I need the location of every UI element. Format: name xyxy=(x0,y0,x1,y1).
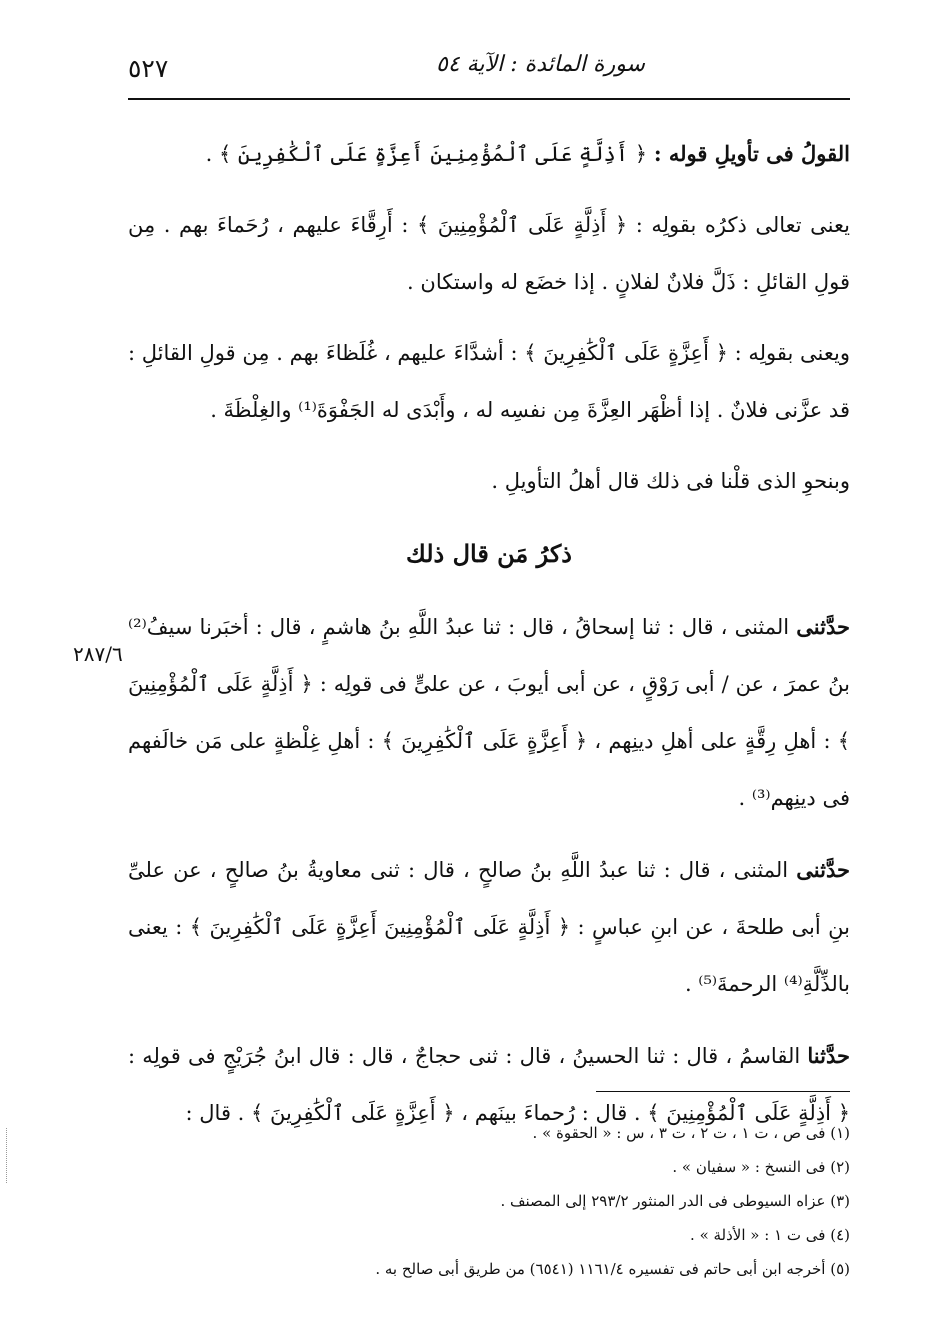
footnote-4: (٤) فى ت ١ : « الأذلة » . xyxy=(690,1226,850,1244)
hadith-paragraph-1 xyxy=(128,598,850,827)
hadith-3-text: القاسمُ ، قال : ثنا الحسينُ ، قال : ثنى حجاجٌ ، قال : قال ابنُ جُرَيْجٍ فى قولِه : ﴿ أَذِلَّةٍ عَلَى ٱلْمُؤْمِنِينَ ﴾ . قال : رُحماءَ بينَهم ، ﴿ أَعِزَّةٍ عَلَى ٱلْكَٰفِرِينَ ﴾ . قال : xyxy=(128,1044,850,1125)
footnote-1: (١) فى ص ، ت ١ ، ت ٢ ، ت ٣ ، س : « الحقوة » . xyxy=(532,1124,850,1142)
hadith-3-lead: حدَّثنا xyxy=(807,1043,850,1068)
footnotes xyxy=(128,1116,850,1286)
header-rule xyxy=(128,98,850,100)
footnote-2: (٢) فى النسخ : « سفيان » . xyxy=(672,1158,850,1176)
footnote-3: (٣) عزاه السيوطى فى الدر المنثور ٢٩٣/٢ إلى المصنف . xyxy=(500,1192,850,1210)
scan-mark xyxy=(6,1128,9,1183)
interpretation-heading-verse: ﴿ أَذِلَّةٍ عَلَى ٱلْمُؤْمِنِينَ أَعِزَّةٍ عَلَى ٱلْكَٰفِرِينَ ﴾ . xyxy=(205,142,648,166)
section-title: ذكرُ مَن قال ذلك xyxy=(406,539,572,568)
interpretation-heading-lead: القولُ فى تأويلِ قوله : xyxy=(653,141,850,166)
margin-reference: ٢٨٧/٦ xyxy=(73,642,123,666)
paragraph-agreement: وبنحوِ الذى قلْنا فى ذلك قال أهلُ التأويلِ . xyxy=(491,469,850,493)
running-head: سورة المائدة : الآية ٥٤ xyxy=(436,52,645,77)
paragraph-meaning-mighty: ويعنى بقولِه : ﴿ أَعِزَّةٍ عَلَى ٱلْكَٰفِرِينَ ﴾ : أشدَّاءَ عليهم ، غُلَظاءَ بهم . مِن قولِ القائلِ : قد عزَّنى فلانٌ . إذا أظْهَر العِزَّةَ مِن نفسِه له ، وأَبْدَى له الجَفْوَةَ⁽¹⁾ والغِلْظَةَ . xyxy=(128,341,850,422)
hadith-2-text: المثنى ، قال : ثنا عبدُ اللَّهِ بنُ صالحٍ ، قال : ثنى معاويةُ بنُ صالحٍ ، عن علىِّ بنِ أبى طلحةَ ، عن ابنِ عباسٍ : ﴿ أَذِلَّةٍ عَلَى ٱلْمُؤْمِنِينَ أَعِزَّةٍ عَلَى ٱلْكَٰفِرِينَ ﴾ : يعنى بالذِّلَّةِ⁽⁴⁾ الرحمةَ⁽⁵⁾ . xyxy=(128,858,850,996)
paragraph-interpretation-heading xyxy=(128,125,850,183)
main-text xyxy=(128,125,850,1156)
page-number: ٥٢٧ xyxy=(128,54,169,83)
hadith-paragraph-2 xyxy=(128,841,850,1013)
paragraph-meaning-humble: يعنى تعالى ذكرُه بقولِه : ﴿ أَذِلَّةٍ عَلَى ٱلْمُؤْمِنِينَ ﴾ : أَرِقَّاءَ عليهم ، رُحَماءَ بهم . مِن قولِ القائلِ : ذَلَّ فلانٌ لفلانٍ . إذا خضَع له واستكان . xyxy=(128,213,850,294)
footnote-rule xyxy=(596,1091,850,1092)
hadith-2-lead: حدَّثنى xyxy=(796,857,850,882)
hadith-1-lead: حدَّثنى xyxy=(796,614,850,639)
footnote-5: (٥) أخرجه ابن أبى حاتم فى تفسيره ١١٦١/٤ (٦٥٤١) من طريق أبى صالح به . xyxy=(375,1260,850,1278)
hadith-1-text: المثنى ، قال : ثنا إسحاقُ ، قال : ثنا عبدُ اللَّهِ بنُ هاشمٍ ، قال : أخبَرنا سيفُ⁽²⁾ بنُ عمرَ ، عن / أبى رَوْقٍ ، عن أبى أيوبَ ، عن علىٍّ فى قولِه : ﴿ أَذِلَّةٍ عَلَى ٱلْمُؤْمِنِينَ ﴾ : أهلِ رِقَّةٍ على أهلِ دينِهم ، ﴿ أَعِزَّةٍ عَلَى ٱلْكَٰفِرِينَ ﴾ : أهلِ غِلْظةٍ على مَن خالَفهم فى دينِهم⁽³⁾ . xyxy=(128,615,850,810)
page-header xyxy=(128,48,850,96)
